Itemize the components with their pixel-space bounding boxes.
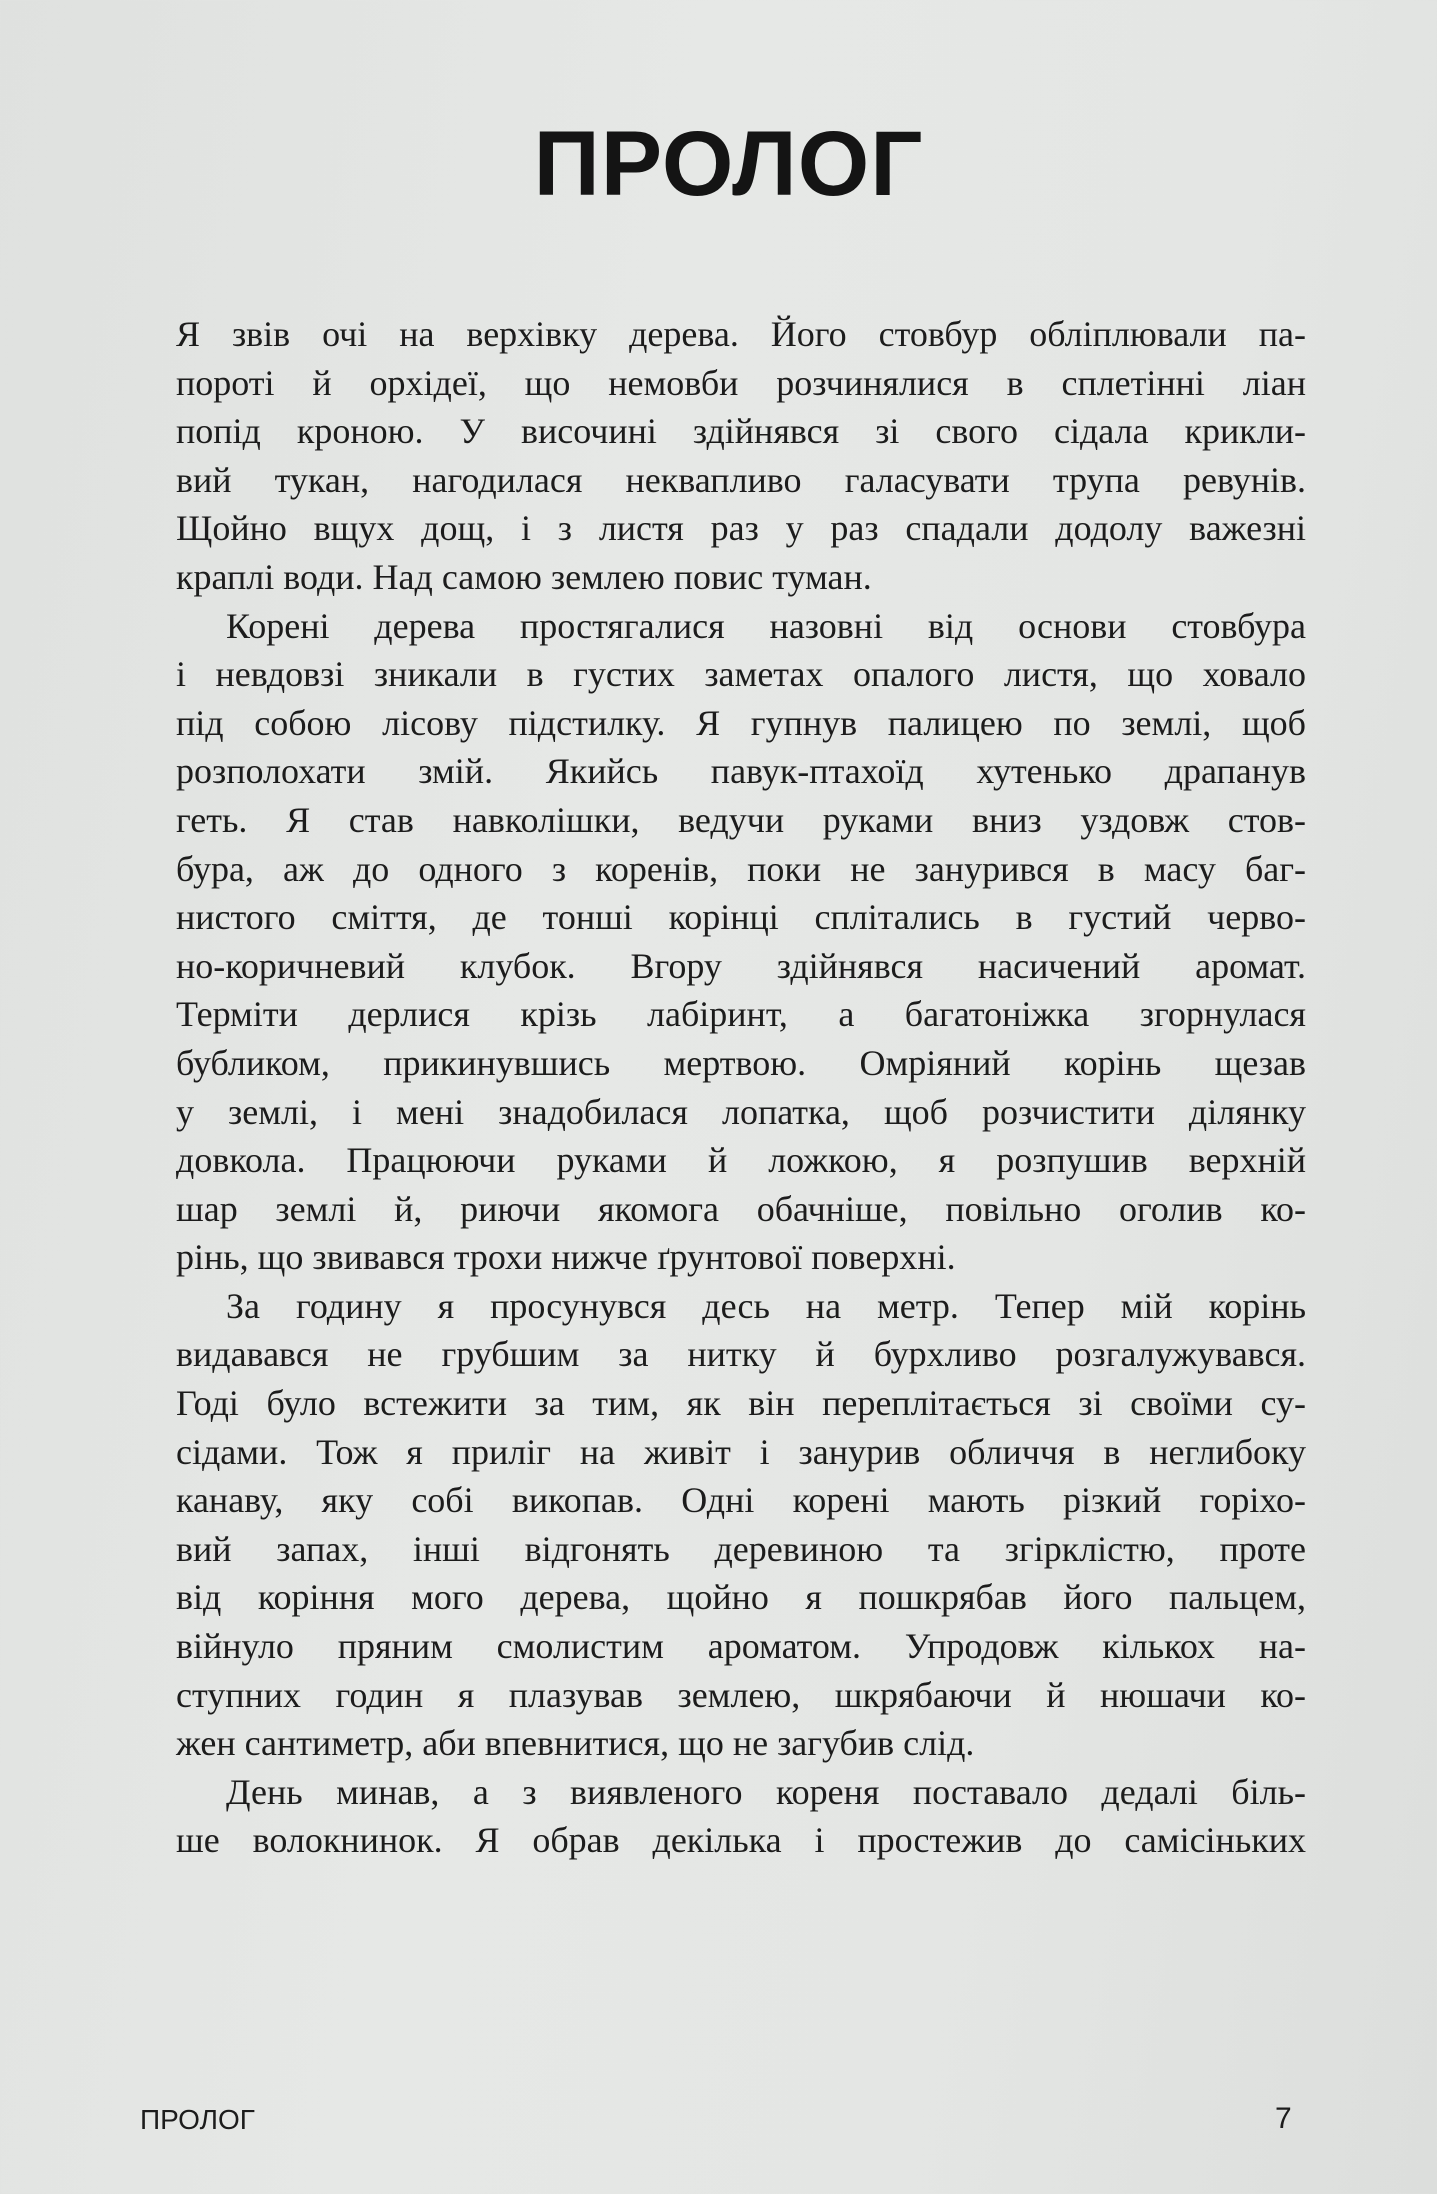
text-line: під собою лісову підстилку. Я гупнув палицею по землі, щоб: [176, 702, 1306, 743]
text-line: нистого сміття, де тонші корінці сплітались в густий черво-: [176, 897, 1306, 938]
paragraph: [176, 602, 1306, 1282]
text-line: довкола. Працюючи руками й ложкою, я розпушив верхній: [176, 1140, 1306, 1181]
body-text: [176, 310, 1306, 1865]
text-line: ступних годин я плазував землею, шкрябаючи й нюшачи ко-: [176, 1674, 1306, 1715]
text-line: вий тукан, нагодилася неквапливо галасувати трупа ревунів.: [176, 459, 1306, 500]
text-line: но-коричневий клубок. Вгору здійнявся насичений аромат.: [176, 945, 1306, 986]
text-line: За годину я просунувся десь на метр. Тепер мій корінь: [226, 1285, 1306, 1326]
text-line: Щойно вщух дощ, і з листя раз у раз спадали додолу важезні: [176, 508, 1306, 549]
text-line: краплі води. Над самою землею повис туман.: [176, 556, 872, 597]
text-line: від коріння мого дерева, щойно я пошкрябав його пальцем,: [176, 1577, 1306, 1618]
text-line: у землі, і мені знадобилася лопатка, щоб розчистити ділянку: [176, 1091, 1306, 1132]
text-line: сідами. Тож я приліг на живіт і занурив обличчя в неглибоку: [176, 1431, 1306, 1472]
text-line: і невдовзі зникали в густих заметах опалого листя, що ховало: [176, 654, 1306, 695]
text-line: бубликом, прикинувшись мертвою. Омріяний корінь щезав: [176, 1042, 1306, 1083]
text-line: розполохати змій. Якийсь павук-птахоїд хутенько драпанув: [176, 751, 1306, 792]
text-line: бура, аж до одного з коренів, поки не занурився в масу баг-: [176, 848, 1306, 889]
text-line: Терміти дерлися крізь лабіринт, а багатоніжка згорнулася: [176, 994, 1306, 1035]
page-number: 7: [1275, 2102, 1292, 2135]
text-line: геть. Я став навколішки, ведучи руками вниз уздовж стов-: [176, 799, 1306, 840]
paragraph: [176, 1282, 1306, 1768]
text-line: жен сантиметр, аби впевнитися, що не загубив слід.: [176, 1723, 975, 1764]
text-line: попід кроною. У височині здійнявся зі свого сідала крикли-: [176, 411, 1306, 452]
text-line: ше волокнинок. Я обрав декілька і простежив до самісіньких: [176, 1820, 1306, 1861]
text-line: День минав, а з виявленого кореня поставало дедалі біль-: [226, 1771, 1306, 1812]
chapter-title: ПРОЛОГ: [533, 113, 924, 215]
text-line: канаву, яку собі викопав. Одні корені мають різкий горіхо-: [176, 1480, 1306, 1521]
text-line: Я звів очі на верхівку дерева. Його стовбур обліплювали па-: [176, 314, 1306, 354]
running-head: ПРОЛОГ: [140, 2104, 255, 2135]
text-line: видавався не грубшим за нитку й бурхливо розгалужувався.: [176, 1334, 1306, 1375]
paragraph: [176, 310, 1306, 602]
text-line: рінь, що звивався трохи нижче ґрунтової поверхні.: [176, 1237, 956, 1278]
text-line: шар землі й, риючи якомога обачніше, повільно оголив ко-: [176, 1188, 1306, 1229]
text-line: вий запах, інші відгонять деревиною та згірклістю, проте: [176, 1528, 1306, 1569]
paragraph: [176, 1768, 1306, 1865]
text-line: Годі було встежити за тим, як він переплітається зі своїми су-: [176, 1383, 1306, 1424]
text-line: пороті й орхідеї, що немовби розчинялися в сплетінні ліан: [176, 362, 1306, 403]
text-line: війнуло пряним смолистим ароматом. Упродовж кількох на-: [176, 1626, 1306, 1667]
text-line: Корені дерева простягалися назовні від основи стовбура: [226, 605, 1306, 646]
